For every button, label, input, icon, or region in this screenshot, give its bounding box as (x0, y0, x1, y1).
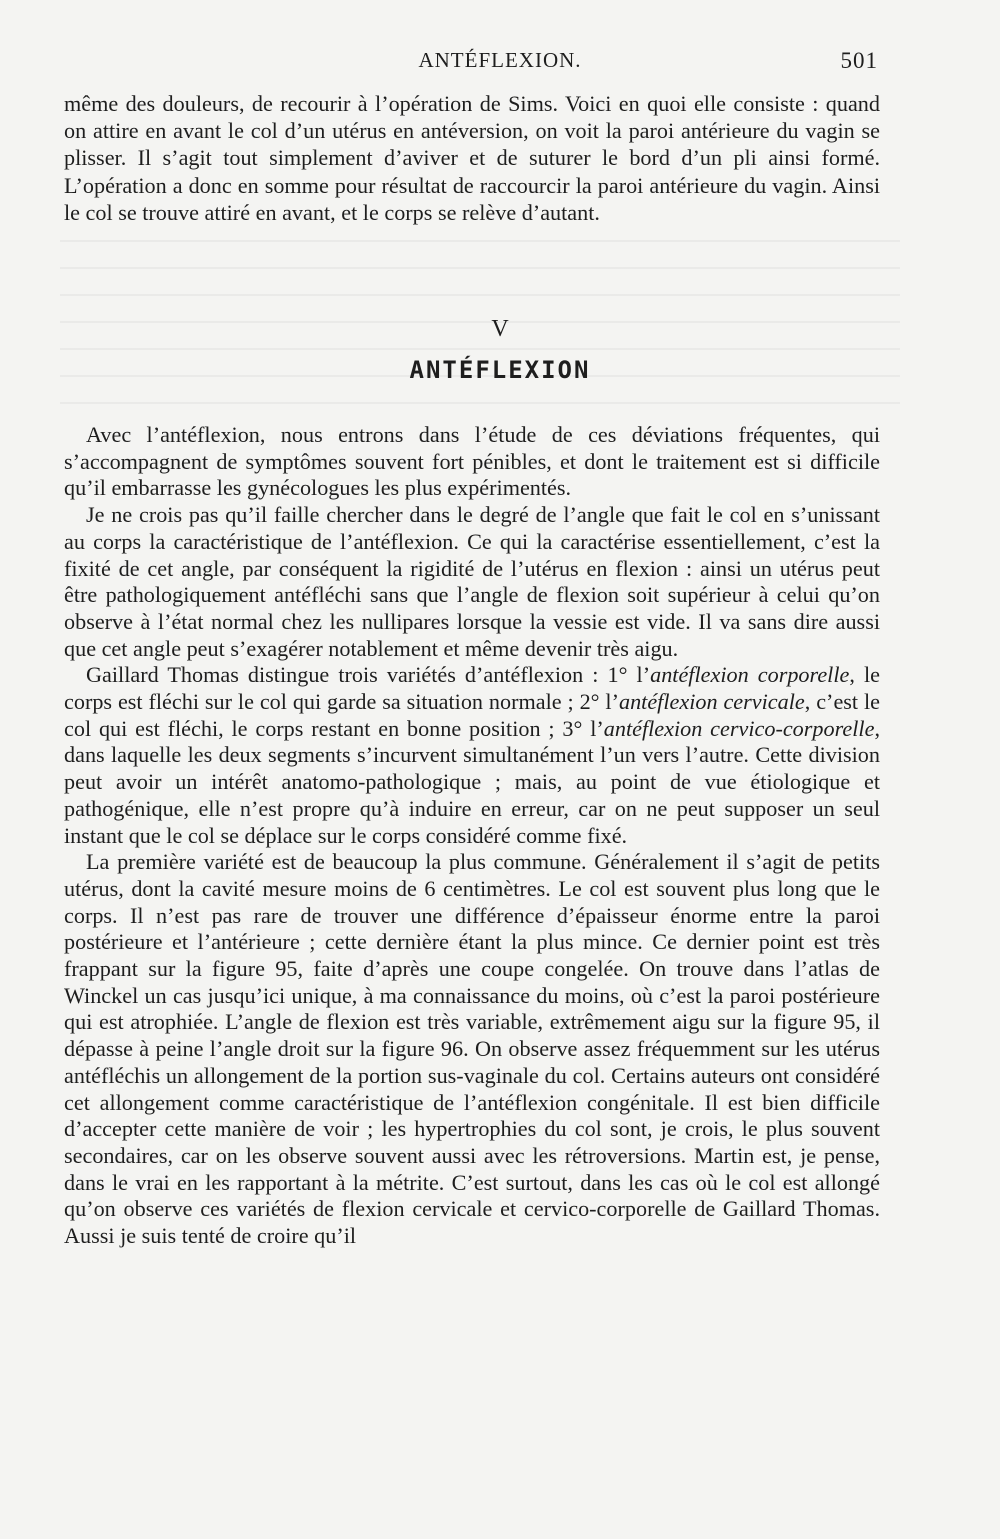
paragraph-3-text-g: , dans laquelle les deux segments s’incurvent simultanément l’un vers l’autre. Cette division peut avoir un intérêt anatomo-pathologique ; mais, au point de vue étiologique et pathogénique, elle n’est propre qu’à induire en erreur, car on ne peut supposer un seul instant que le col se déplace sur le corps considéré comme fixé. (64, 715, 880, 848)
page-number: 501 (840, 48, 878, 73)
running-title: ANTÉFLEXION. (418, 48, 582, 72)
paragraph-3-text-a: Gaillard Thomas distingue trois variétés d’antéflexion : 1° l’ (86, 662, 651, 688)
paragraph-1: Avec l’antéflexion, nous entrons dans l’étude de ces déviations fréquentes, qui s’accompagnent de symptômes souvent fort pénibles, et dont le traitement est si difficile qu’il embarrasse les gynécologues les plus expérimentés. (64, 422, 880, 501)
intro-paragraph: même des douleurs, de recourir à l’opération de Sims. Voici en quoi elle consiste : quand on attire en avant le col d’un utérus en antéversion, on voit la paroi antérieure du vagin se plisser. Il s’agit tout simplement d’aviver et de suturer le bord d’un pli ainsi formé. L’opération a donc en somme pour résultat de raccourcir la paroi antérieure du vagin. Ainsi le col se trouve attiré en avant, et le corps se relève d’autant. (64, 91, 880, 225)
paragraph-3 (64, 662, 880, 849)
body-text (64, 422, 880, 1250)
paragraph-3-term-cervicale: antéflexion cervicale (618, 689, 805, 715)
paragraph-4: La première variété est de beaucoup la plus commune. Généralement il s’agit de petits utérus, dont la cavité mesure moins de 6 centimètres. Le col est souvent plus long que le corps. Il n’est pas rare de trouver une différence d’épaisseur énorme entre la paroi postérieure et l’antérieure ; cette dernière étant la plus mince. Ce dernier point est très frappant sur la figure 95, faite d’après une coupe congelée. On trouve dans l’atlas de Winckel un cas jusqu’ici unique, à ma connaissance du moins, où c’est la paroi postérieure qui est atrophiée. L’angle de flexion est très variable, extrêmement aigu sur la figure 95, il dépasse à peine l’angle droit sur la figure 96. On observe assez fréquemment sur les utérus antéfléchis un allongement de la portion sus-vaginale du col. Certains auteurs ont considéré cet allongement comme caractéristique de l’antéflexion congénitale. Il est bien difficile d’accepter cette manière de voir ; les hypertrophies du col sont, je crois, le plus souvent secondaires, car on les observe souvent aussi avec les rétroversions. Martin est, je pense, dans le vrai en les rapportant à la métrite. C’est surtout, dans les cas où le col est allongé qu’on observe ces variétés de flexion cervicale et cervico-corporelle de Gaillard Thomas. Aussi je suis tenté de croire qu’il (64, 849, 880, 1249)
paragraph-2: Je ne crois pas qu’il faille chercher dans le degré de l’angle que fait le col en s’unissant au corps la caractéristique de l’antéflexion. Ce qui la caractérise essentiellement, c’est la fixité de cet angle, par conséquent la rigidité de l’utérus en flexion : ainsi un utérus peut être pathologiquement antéfléchi sans que l’angle de flexion soit supérieur à celui qu’on observe à l’état normal chez les nullipares lorsque la vessie est vide. Il va sans dire aussi que cet angle peut s’exagérer notablement et même devenir très aigu. (64, 502, 880, 661)
paragraph-3-term-corporelle: antéflexion corporelle (650, 662, 850, 688)
section-title: ANTÉFLEXION (409, 356, 591, 384)
paragraph-3-term-cervico-corporelle: antéflexion cervico-corporelle (603, 715, 875, 741)
paragraph-3-text-c: , le corps est fléchi sur le col qui garde sa situation normale ; 2° l’ (64, 662, 880, 715)
intro-paragraph-block (64, 90, 880, 226)
running-header (0, 48, 1000, 82)
section-number: V (491, 316, 509, 342)
paragraph-3-text-e: , c’est le col qui est fléchi, le corps restant en bonne position ; 3° l’ (64, 689, 880, 741)
